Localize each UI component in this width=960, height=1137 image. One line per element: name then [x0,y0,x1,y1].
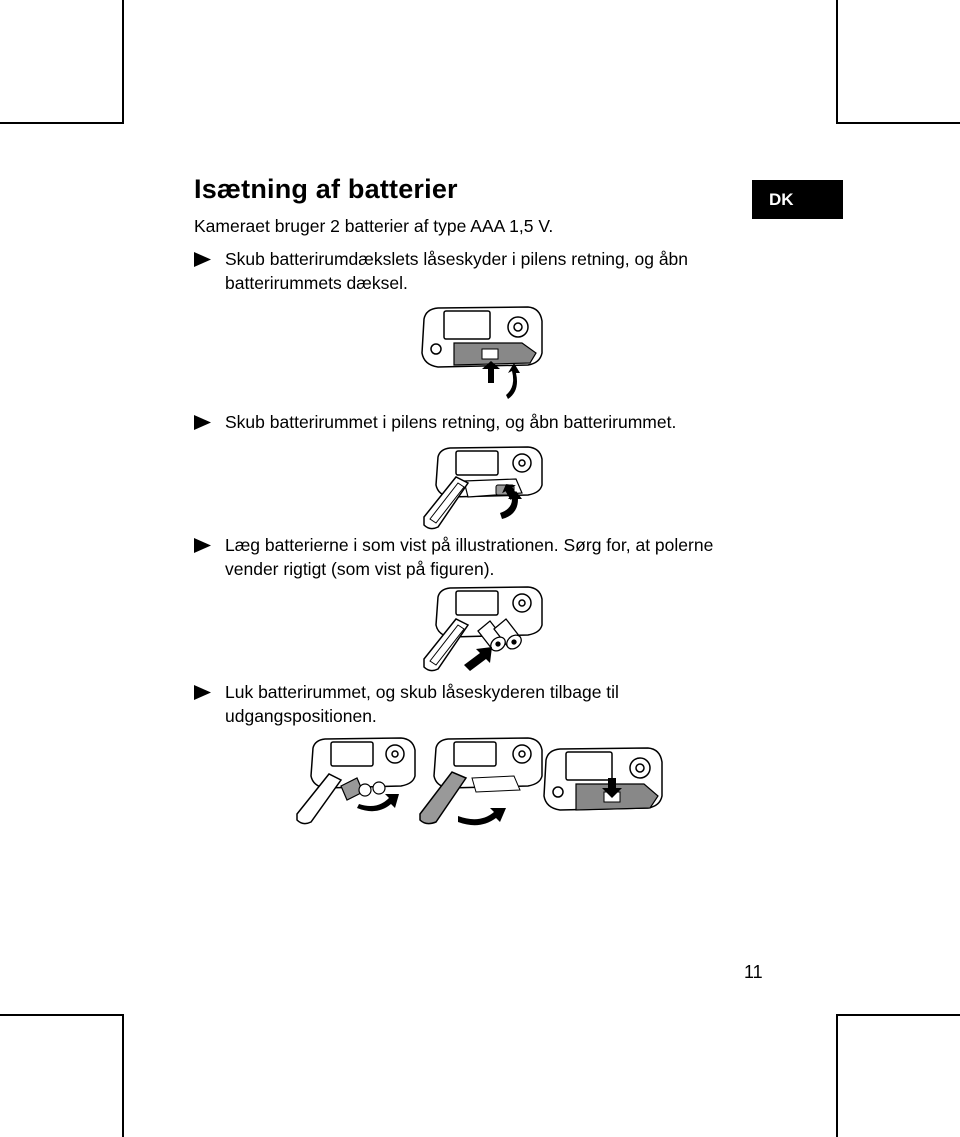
step-4-line-2: udgangspositionen. [225,706,377,726]
language-badge [752,180,843,219]
crop-mark [122,0,124,124]
crop-mark [0,1014,124,1016]
crop-mark [836,0,838,124]
crop-mark [836,1014,838,1137]
step-3-line-1: Læg batterierne i som vist på illustrationen. Sørg for, at polerne [225,535,714,555]
step-4-line-1: Luk batterirummet, og skub låseskyderen tilbage til [225,682,619,702]
crop-mark [0,122,124,124]
step-1-line-1: Skub batterirumdækslets låseskyder i pilens retning, og åbn [225,249,689,269]
intro-text: Kameraet bruger 2 batterier af type AAA 1,5 V. [194,216,554,236]
bullet-triangle-icon [194,247,224,267]
camera-battery-close-step-a-illustration [293,734,417,826]
step-2-line-1: Skub batterirummet i pilens retning, og åbn batterirummet. [225,412,677,432]
camera-battery-close-step-b-illustration [416,734,544,826]
page-title: Isætning af batterier [194,174,458,204]
bullet-triangle-icon [194,533,224,553]
page-number: 11 [744,962,763,982]
camera-battery-close-step-c-illustration [542,744,666,828]
crop-mark [836,1014,960,1016]
camera-battery-compartment-open-illustration [418,443,546,535]
bullet-triangle-icon [194,410,224,430]
bullet-triangle-icon [194,680,224,700]
crop-mark [836,122,960,124]
step-1-line-2: batterirummets dæksel. [225,273,408,293]
camera-battery-insert-illustration [418,583,546,675]
step-3-line-2: vender rigtigt (som vist på figuren). [225,559,495,579]
camera-battery-cover-slide-illustration [418,303,546,403]
language-badge-label: DK [769,189,794,209]
crop-mark [122,1014,124,1137]
